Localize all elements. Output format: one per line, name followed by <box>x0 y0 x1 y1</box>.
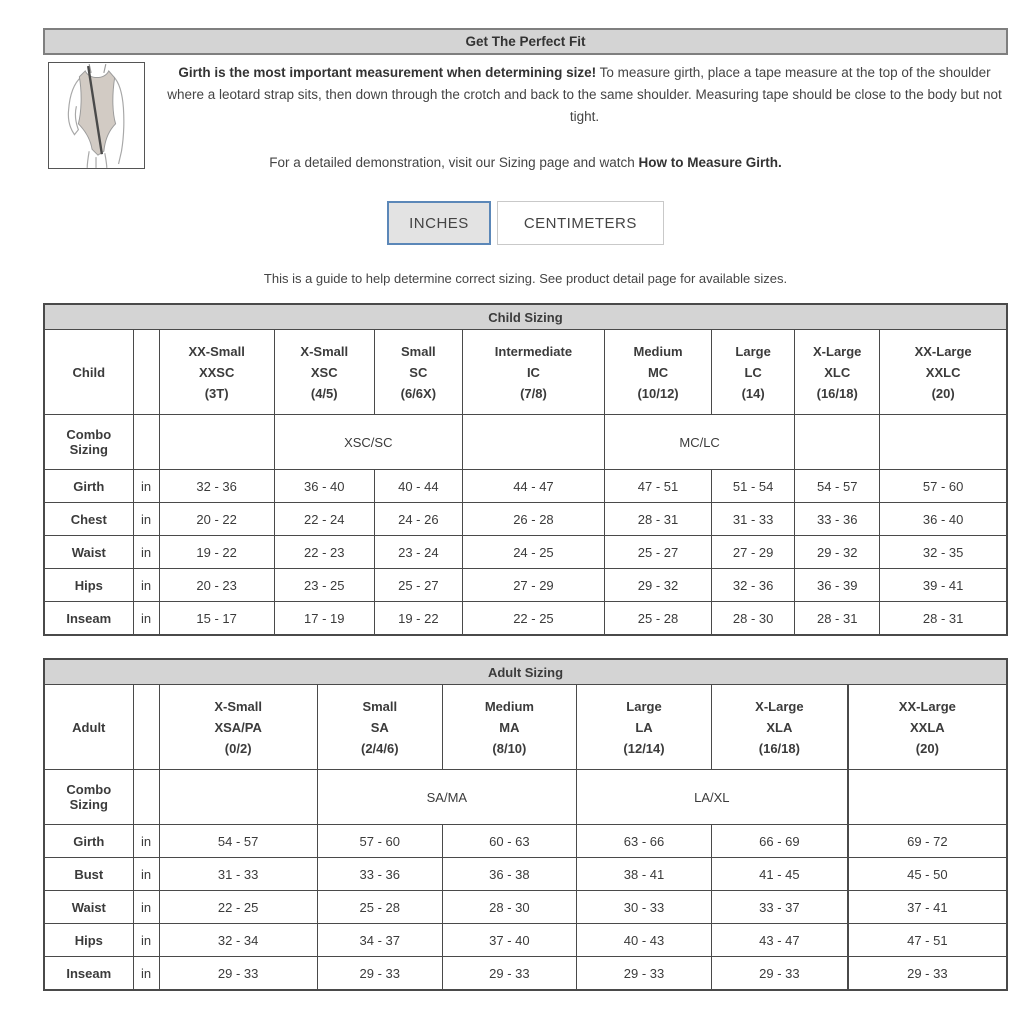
empty-cell <box>159 415 274 470</box>
value-cell: 28 - 31 <box>795 602 880 636</box>
adult-hips-row <box>44 924 1007 957</box>
value-cell: 36 - 39 <box>795 569 880 602</box>
unit-toggle <box>43 201 1008 245</box>
column-header: X-Small XSC (4/5) <box>274 330 374 415</box>
value-cell: 32 - 36 <box>159 470 274 503</box>
value-cell: 25 - 28 <box>317 891 442 924</box>
adult-table-title: Adult Sizing <box>44 659 1007 685</box>
unit-cell: in <box>133 602 159 636</box>
row-label: Waist <box>44 536 133 569</box>
row-label: Girth <box>44 470 133 503</box>
value-cell: 28 - 30 <box>442 891 576 924</box>
combo-sizing-label: Combo Sizing <box>44 770 133 825</box>
child-combo-row <box>44 415 1007 470</box>
value-cell: 24 - 25 <box>462 536 604 569</box>
value-cell: 29 - 32 <box>795 536 880 569</box>
child-table-header-row <box>44 330 1007 415</box>
adult-corner-label: Adult <box>44 685 133 770</box>
column-header: XX-Large XXLA (20) <box>848 685 1007 770</box>
value-cell: 29 - 32 <box>605 569 712 602</box>
value-cell: 63 - 66 <box>576 825 711 858</box>
value-cell: 25 - 27 <box>374 569 462 602</box>
adult-table-title-row <box>44 659 1007 685</box>
child-girth-row <box>44 470 1007 503</box>
girth-measurement-figure <box>48 62 145 169</box>
empty-cell <box>462 415 604 470</box>
value-cell: 20 - 22 <box>159 503 274 536</box>
value-cell: 31 - 33 <box>712 503 795 536</box>
child-corner-label: Child <box>44 330 133 415</box>
row-label: Bust <box>44 858 133 891</box>
unit-cell: in <box>133 891 159 924</box>
value-cell: 41 - 45 <box>712 858 848 891</box>
value-cell: 38 - 41 <box>576 858 711 891</box>
combo-group: XSC/SC <box>274 415 462 470</box>
combo-group: MC/LC <box>605 415 795 470</box>
value-cell: 40 - 44 <box>374 470 462 503</box>
adult-inseam-row <box>44 957 1007 991</box>
row-label: Waist <box>44 891 133 924</box>
value-cell: 57 - 60 <box>317 825 442 858</box>
value-cell: 54 - 57 <box>795 470 880 503</box>
girth-description-rest: To measure girth, place a tape measure at the top of the shoulder where a leotard strap sits, then down through the crotch and back to the same shoulder. Measuring tape should be close to the body but not tight. <box>167 65 1002 124</box>
value-cell: 28 - 30 <box>712 602 795 636</box>
child-sizing-table <box>43 303 1008 636</box>
value-cell: 60 - 63 <box>442 825 576 858</box>
page-title-text: Get The Perfect Fit <box>465 34 586 49</box>
value-cell: 29 - 33 <box>317 957 442 991</box>
child-hips-row <box>44 569 1007 602</box>
value-cell: 26 - 28 <box>462 503 604 536</box>
value-cell: 29 - 33 <box>712 957 848 991</box>
value-cell: 44 - 47 <box>462 470 604 503</box>
value-cell: 32 - 35 <box>880 536 1007 569</box>
value-cell: 69 - 72 <box>848 825 1007 858</box>
unit-cell: in <box>133 503 159 536</box>
value-cell: 36 - 40 <box>880 503 1007 536</box>
adult-table-header-row <box>44 685 1007 770</box>
value-cell: 22 - 23 <box>274 536 374 569</box>
column-header: XX-Large XXLC (20) <box>880 330 1007 415</box>
value-cell: 25 - 27 <box>605 536 712 569</box>
value-cell: 32 - 34 <box>159 924 317 957</box>
value-cell: 54 - 57 <box>159 825 317 858</box>
column-header: X-Small XSA/PA (0/2) <box>159 685 317 770</box>
empty-cell <box>795 415 880 470</box>
demo-instruction-text: For a detailed demonstration, visit our Sizing page and watch <box>269 155 639 170</box>
adult-sizing-table <box>43 658 1008 991</box>
child-table-title: Child Sizing <box>44 304 1007 330</box>
adult-girth-row <box>44 825 1007 858</box>
value-cell: 30 - 33 <box>576 891 711 924</box>
value-cell: 28 - 31 <box>605 503 712 536</box>
combo-group: LA/XL <box>576 770 847 825</box>
empty-cell <box>848 770 1007 825</box>
row-label: Chest <box>44 503 133 536</box>
page <box>43 28 1008 991</box>
row-label: Inseam <box>44 957 133 991</box>
child-chest-row <box>44 503 1007 536</box>
child-table-title-row <box>44 304 1007 330</box>
unit-column-header <box>133 330 159 415</box>
value-cell: 19 - 22 <box>159 536 274 569</box>
value-cell: 47 - 51 <box>848 924 1007 957</box>
column-header: X-Large XLA (16/18) <box>712 685 848 770</box>
row-label: Inseam <box>44 602 133 636</box>
value-cell: 34 - 37 <box>317 924 442 957</box>
column-header: Intermediate IC (7/8) <box>462 330 604 415</box>
row-label: Hips <box>44 569 133 602</box>
value-cell: 22 - 24 <box>274 503 374 536</box>
unit-cell: in <box>133 569 159 602</box>
unit-cell: in <box>133 858 159 891</box>
girth-description <box>161 62 1008 128</box>
value-cell: 47 - 51 <box>605 470 712 503</box>
value-cell: 27 - 29 <box>462 569 604 602</box>
column-header: Large LC (14) <box>712 330 795 415</box>
empty-cell <box>133 770 159 825</box>
value-cell: 23 - 24 <box>374 536 462 569</box>
unit-column-header <box>133 685 159 770</box>
empty-cell <box>159 770 317 825</box>
value-cell: 45 - 50 <box>848 858 1007 891</box>
value-cell: 37 - 41 <box>848 891 1007 924</box>
demo-instruction-bold: How to Measure Girth. <box>638 155 782 170</box>
unit-cell: in <box>133 957 159 991</box>
column-header: Medium MC (10/12) <box>605 330 712 415</box>
adult-bust-row <box>44 858 1007 891</box>
empty-cell <box>880 415 1007 470</box>
child-inseam-row <box>44 602 1007 636</box>
value-cell: 19 - 22 <box>374 602 462 636</box>
intro-section <box>43 62 1008 128</box>
value-cell: 25 - 28 <box>605 602 712 636</box>
value-cell: 29 - 33 <box>848 957 1007 991</box>
value-cell: 15 - 17 <box>159 602 274 636</box>
column-header: Small SA (2/4/6) <box>317 685 442 770</box>
value-cell: 43 - 47 <box>712 924 848 957</box>
page-title <box>43 28 1008 55</box>
value-cell: 29 - 33 <box>159 957 317 991</box>
adult-waist-row <box>44 891 1007 924</box>
column-header: XX-Small XXSC (3T) <box>159 330 274 415</box>
value-cell: 20 - 23 <box>159 569 274 602</box>
value-cell: 17 - 19 <box>274 602 374 636</box>
column-header: Large LA (12/14) <box>576 685 711 770</box>
value-cell: 40 - 43 <box>576 924 711 957</box>
value-cell: 22 - 25 <box>159 891 317 924</box>
row-label: Hips <box>44 924 133 957</box>
value-cell: 29 - 33 <box>576 957 711 991</box>
unit-cell: in <box>133 825 159 858</box>
centimeters-button[interactable]: CENTIMETERS <box>497 201 664 245</box>
column-header: X-Large XLC (16/18) <box>795 330 880 415</box>
unit-cell: in <box>133 536 159 569</box>
leotard-diagram-icon <box>49 63 144 168</box>
row-label: Girth <box>44 825 133 858</box>
value-cell: 51 - 54 <box>712 470 795 503</box>
value-cell: 37 - 40 <box>442 924 576 957</box>
value-cell: 32 - 36 <box>712 569 795 602</box>
combo-sizing-label: Combo Sizing <box>44 415 133 470</box>
child-waist-row <box>44 536 1007 569</box>
value-cell: 33 - 36 <box>317 858 442 891</box>
value-cell: 31 - 33 <box>159 858 317 891</box>
adult-combo-row <box>44 770 1007 825</box>
value-cell: 36 - 38 <box>442 858 576 891</box>
value-cell: 57 - 60 <box>880 470 1007 503</box>
value-cell: 23 - 25 <box>274 569 374 602</box>
unit-cell: in <box>133 924 159 957</box>
combo-group: SA/MA <box>317 770 576 825</box>
value-cell: 27 - 29 <box>712 536 795 569</box>
unit-cell: in <box>133 470 159 503</box>
value-cell: 29 - 33 <box>442 957 576 991</box>
column-header: Small SC (6/6X) <box>374 330 462 415</box>
value-cell: 39 - 41 <box>880 569 1007 602</box>
value-cell: 24 - 26 <box>374 503 462 536</box>
inches-button[interactable]: INCHES <box>387 201 491 245</box>
value-cell: 36 - 40 <box>274 470 374 503</box>
sizing-guide-note: This is a guide to help determine correct sizing. See product detail page for available sizes. <box>263 271 788 286</box>
value-cell: 66 - 69 <box>712 825 848 858</box>
column-header: Medium MA (8/10) <box>442 685 576 770</box>
value-cell: 28 - 31 <box>880 602 1007 636</box>
empty-cell <box>133 415 159 470</box>
value-cell: 33 - 36 <box>795 503 880 536</box>
girth-description-bold: Girth is the most important measurement when determining size! <box>178 65 597 80</box>
demo-instruction <box>43 155 1008 170</box>
value-cell: 22 - 25 <box>462 602 604 636</box>
value-cell: 33 - 37 <box>712 891 848 924</box>
